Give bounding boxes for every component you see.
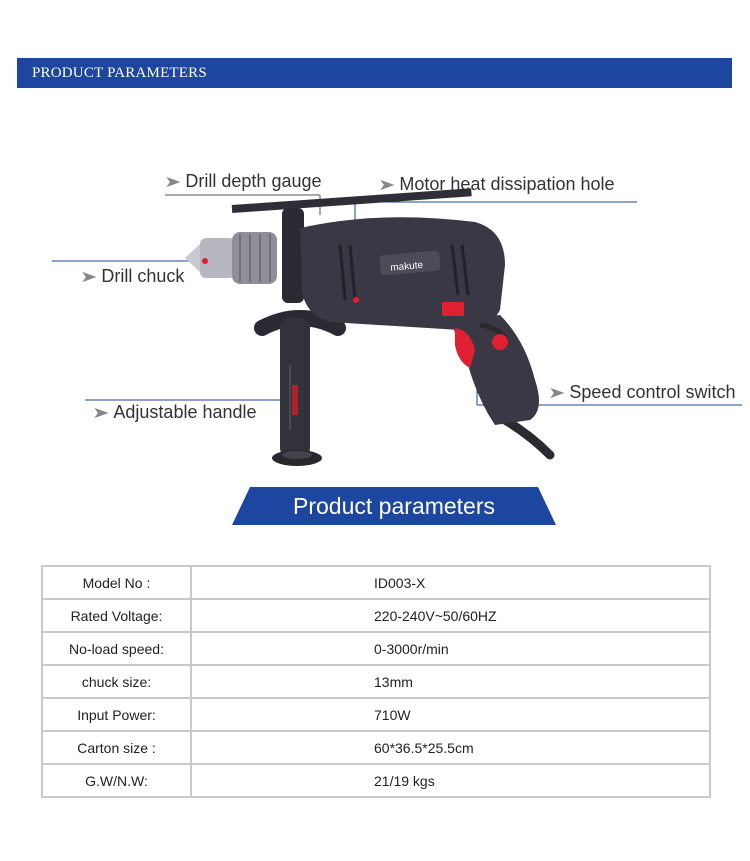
param-value: 220-240V~50/60HZ (191, 599, 710, 632)
param-label: chuck size: (42, 665, 191, 698)
param-label: Carton size : (42, 731, 191, 764)
table-row (42, 566, 710, 599)
callout-chuck: ➤ Drill chuck (79, 266, 185, 286)
param-value: 13mm (191, 665, 710, 698)
param-label: Rated Voltage: (42, 599, 191, 632)
param-value: 60*36.5*25.5cm (191, 731, 710, 764)
pointer-arrow-icon: ➤ (79, 269, 98, 286)
header-title: PRODUCT PARAMETERS (32, 65, 207, 81)
table-row (42, 632, 710, 665)
param-value: ID003-X (191, 566, 710, 599)
brand-logo: makute (389, 259, 424, 274)
param-label: Model No : (42, 566, 191, 599)
callout-depth-gauge: ➤ Drill depth gauge (163, 171, 322, 191)
table-row (42, 764, 710, 797)
product-illustration (0, 150, 750, 480)
section-banner (232, 487, 556, 525)
param-value: 0-3000r/min (191, 632, 710, 665)
table-row (42, 698, 710, 731)
header-banner (17, 58, 732, 88)
parameters-table (41, 565, 711, 798)
callout-speed-switch: ➤ Speed control switch (547, 382, 736, 402)
pointer-arrow-icon: ➤ (547, 385, 566, 402)
callout-heat-hole: ➤ Motor heat dissipation hole (377, 174, 615, 194)
param-value: 710W (191, 698, 710, 731)
pointer-arrow-icon: ➤ (163, 174, 182, 191)
param-label: No-load speed: (42, 632, 191, 665)
pointer-arrow-icon: ➤ (91, 405, 110, 422)
table-row (42, 599, 710, 632)
param-label: G.W/N.W: (42, 764, 191, 797)
param-label: Input Power: (42, 698, 191, 731)
drill-drawing (0, 150, 750, 480)
param-value: 21/19 kgs (191, 764, 710, 797)
table-row (42, 665, 710, 698)
table-row (42, 731, 710, 764)
pointer-arrow-icon: ➤ (377, 177, 396, 194)
callout-handle: ➤ Adjustable handle (91, 402, 257, 422)
section-title: Product parameters (293, 493, 495, 519)
